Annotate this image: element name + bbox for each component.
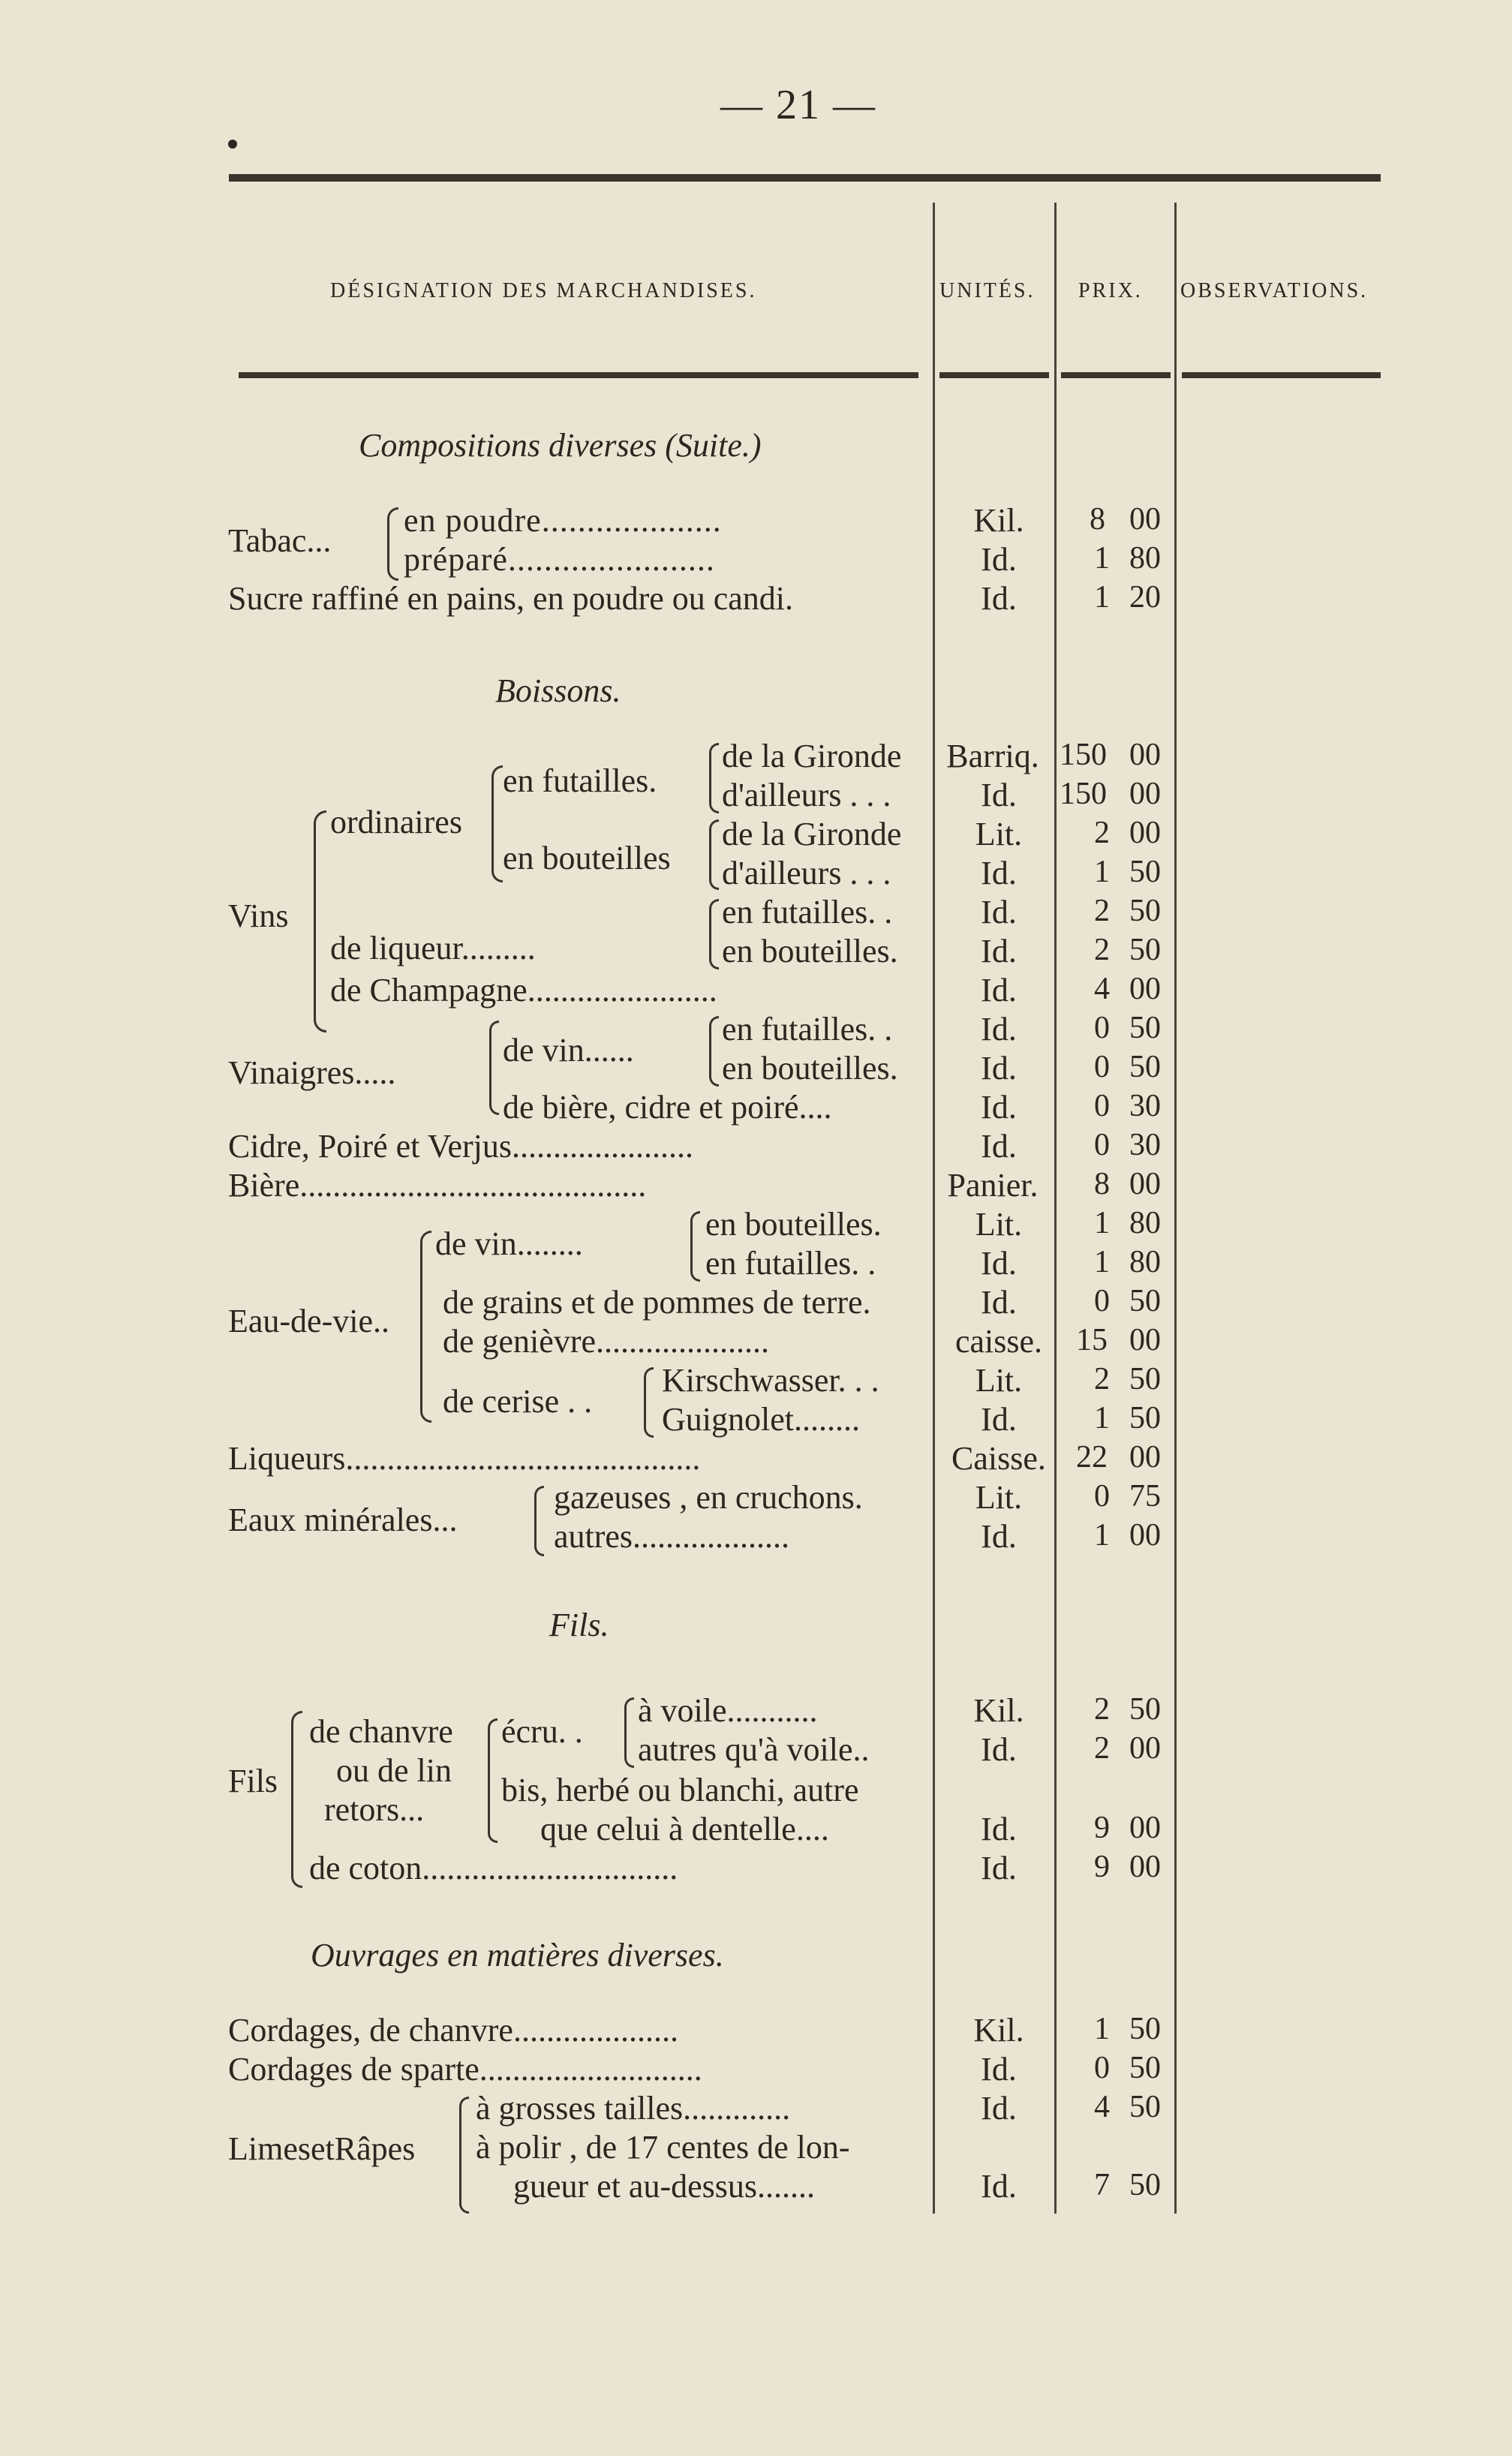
label-ecru: écru. .: [501, 1713, 583, 1750]
row-text: Liqueurs...........................................: [228, 1440, 701, 1477]
header-unites: UNITÉS.: [939, 279, 1036, 302]
row-franc: 7: [1094, 2168, 1110, 2202]
row-text: autres...................: [554, 1518, 790, 1555]
row-text: Kirschwasser. . .: [662, 1362, 879, 1399]
section-boissons: Boissons.: [495, 672, 621, 709]
row-cent: 50: [1129, 2012, 1161, 2046]
label-en-bouteilles-group: en bouteilles: [503, 840, 671, 876]
ink-dot: [228, 140, 237, 149]
brace-chanvre: [488, 1718, 497, 1843]
row-franc: 1: [1094, 1518, 1110, 1553]
row-text: préparé.......................: [404, 541, 715, 578]
row-franc: 0: [1094, 1128, 1110, 1162]
row-unit: caisse.: [954, 1323, 1043, 1360]
row-cent: 50: [1129, 2168, 1161, 2202]
label-eau-de-vie: Eau-de-vie..: [228, 1303, 389, 1339]
row-franc: 2: [1094, 1731, 1110, 1766]
row-unit: Kil.: [973, 2012, 1024, 2049]
row-unit: Id.: [981, 1811, 1017, 1847]
row-cent: 00: [1129, 816, 1161, 850]
brace-eaux-minerales: [534, 1486, 544, 1556]
row-unit: Id.: [981, 1518, 1017, 1555]
row-cent: 50: [1129, 2051, 1161, 2085]
row-text: gazeuses , en cruchons.: [554, 1479, 863, 1516]
label-vins: Vins: [228, 897, 289, 934]
row-unit: Id.: [981, 541, 1017, 578]
row-text: de genièvre.....................: [443, 1323, 769, 1360]
row-text: de coton...............................: [309, 1850, 678, 1886]
page-number: — 21 —: [720, 82, 876, 128]
row-franc: 0: [1094, 1011, 1110, 1045]
row-cent: 00: [1129, 1811, 1161, 1845]
row-text: bis, herbé ou blanchi, autre: [501, 1772, 859, 1808]
column-rule-3: [1174, 203, 1177, 2214]
label-eaux-minerales: Eaux minérales...: [228, 1502, 458, 1538]
row-franc: 1: [1094, 1401, 1110, 1435]
header-rule-unites: [939, 372, 1049, 378]
label-de-vin-vinaigre: de vin......: [503, 1032, 634, 1069]
row-unit: Id.: [981, 972, 1017, 1009]
brace-vinaigres: [489, 1021, 499, 1115]
row-cent: 00: [1129, 1850, 1161, 1884]
brace-fils: [291, 1711, 302, 1888]
brace-tabac: [387, 507, 398, 581]
label-ordinaires: ordinaires: [330, 804, 462, 840]
brace-ordinaires: [491, 765, 503, 882]
row-cent: 30: [1129, 1089, 1161, 1123]
row-text: de la Gironde: [722, 816, 902, 852]
top-rule: [229, 174, 1381, 182]
row-unit: Barriq.: [946, 738, 1039, 774]
row-franc: 1: [1094, 1245, 1110, 1279]
row-unit: Id.: [981, 2168, 1017, 2205]
row-unit: Id.: [981, 580, 1017, 617]
row-unit: Id.: [981, 1731, 1017, 1768]
brace-cerise: [644, 1367, 654, 1438]
label-en-futailles-group: en futailles.: [503, 762, 657, 799]
label-ou-de-lin: ou de lin: [336, 1752, 452, 1789]
row-unit: Id.: [981, 933, 1017, 969]
row-franc: 4: [1094, 972, 1110, 1006]
row-cent: 00: [1129, 738, 1161, 772]
row-text: de grains et de pommes de terre.: [443, 1284, 871, 1321]
row-unit: Id.: [981, 1245, 1017, 1282]
header-rule-observations: [1182, 372, 1381, 378]
row-franc: 0: [1094, 2051, 1110, 2085]
row-unit: Lit.: [975, 1479, 1023, 1516]
label-retors: retors...: [324, 1791, 425, 1828]
row-cent: 50: [1129, 1284, 1161, 1318]
label-fils: Fils: [228, 1763, 278, 1799]
row-unit: Id.: [981, 1850, 1017, 1886]
row-text: en poudre....................: [404, 502, 722, 539]
row-text: en futailles. .: [722, 894, 893, 930]
row-franc: 0: [1094, 1089, 1110, 1123]
row-text: Guignolet........: [662, 1401, 860, 1438]
row-text: en bouteilles.: [722, 1050, 898, 1087]
row-franc: 9: [1094, 1850, 1110, 1884]
brace-eau-de-vie: [420, 1231, 431, 1423]
row-text: de la Gironde: [722, 738, 902, 774]
row-cent: 00: [1129, 1440, 1161, 1475]
row-cent: 00: [1129, 972, 1161, 1006]
row-franc: 1: [1094, 541, 1110, 576]
row-cent: 50: [1129, 2090, 1161, 2124]
row-unit: Id.: [981, 1050, 1017, 1087]
label-de-vin-edv: de vin........: [435, 1225, 583, 1262]
label-de-chanvre: de chanvre: [309, 1713, 453, 1750]
row-franc: 2: [1094, 894, 1110, 928]
row-text: à polir , de 17 centes de lon-: [476, 2129, 850, 2166]
brace-bouteilles: [709, 819, 719, 890]
row-text: Sucre raffiné en pains, en poudre ou candi.: [228, 580, 794, 617]
header-rule-prix: [1061, 372, 1171, 378]
brace-ecru: [624, 1697, 634, 1768]
row-franc: 1: [1094, 580, 1110, 615]
label-limes: LimesetRâpes: [228, 2130, 416, 2167]
row-franc: 150: [1060, 777, 1107, 811]
row-cent: 00: [1129, 1323, 1161, 1357]
row-text: Bière..........................................: [228, 1167, 647, 1204]
row-unit: Id.: [981, 1089, 1017, 1126]
row-cent: 00: [1129, 1518, 1161, 1553]
row-unit: Id.: [981, 2090, 1017, 2127]
row-cent: 50: [1129, 1050, 1161, 1084]
label-de-cerise: de cerise . .: [443, 1383, 593, 1420]
label-vinaigres: Vinaigres.....: [228, 1054, 396, 1091]
row-franc: 0: [1094, 1050, 1110, 1084]
row-cent: 75: [1129, 1479, 1161, 1514]
row-unit: Id.: [981, 894, 1017, 930]
row-franc: 8: [1094, 1167, 1110, 1201]
brace-vins: [314, 810, 326, 1033]
row-franc: 1: [1094, 2012, 1110, 2046]
row-unit: Id.: [981, 777, 1017, 813]
header-rule-designation: [239, 372, 918, 378]
row-unit: Id.: [981, 1401, 1017, 1438]
row-cent: 50: [1129, 894, 1161, 928]
row-franc: 9: [1094, 1811, 1110, 1845]
row-unit: Panier.: [947, 1167, 1039, 1204]
label-tabac: Tabac...: [228, 522, 332, 559]
row-text: Cidre, Poiré et Verjus......................: [228, 1128, 694, 1165]
row-franc: 2: [1094, 1692, 1110, 1727]
row-text: d'ailleurs . . .: [722, 855, 891, 891]
row-franc: 1: [1094, 1206, 1110, 1240]
row-cent: 50: [1129, 1692, 1161, 1727]
row-franc: 0: [1094, 1479, 1110, 1514]
row-cent: 00: [1129, 502, 1161, 537]
row-unit: Lit.: [975, 1362, 1023, 1399]
row-text: en bouteilles.: [722, 933, 898, 969]
header-observations: OBSERVATIONS.: [1180, 279, 1369, 302]
row-text: que celui à dentelle....: [540, 1811, 829, 1847]
row-text: de bière, cidre et poiré....: [503, 1089, 832, 1126]
row-unit: Id.: [981, 1011, 1017, 1048]
section-ouvrages: Ouvrages en matières diverses.: [311, 1937, 724, 1974]
row-unit: Id.: [981, 1284, 1017, 1321]
row-cent: 50: [1129, 1401, 1161, 1435]
row-unit: Kil.: [973, 1692, 1024, 1729]
brace-limes: [459, 2097, 469, 2214]
row-cent: 50: [1129, 933, 1161, 967]
row-franc: 2: [1094, 933, 1110, 967]
brace-liqueur: [709, 899, 719, 969]
header-designation: DÉSIGNATION DES MARCHANDISES.: [330, 279, 757, 302]
row-cent: 20: [1129, 580, 1161, 615]
row-franc: 22: [1076, 1440, 1108, 1475]
row-franc: 1: [1094, 855, 1110, 889]
row-text: en bouteilles.: [705, 1206, 882, 1243]
row-franc: 2: [1094, 816, 1110, 850]
row-unit: Kil.: [973, 502, 1024, 539]
header-prix: PRIX.: [1078, 279, 1143, 302]
row-unit: Lit.: [975, 1206, 1023, 1243]
row-text: à voile...........: [638, 1692, 818, 1729]
row-franc: 4: [1094, 2090, 1110, 2124]
row-text: autres qu'à voile..: [638, 1731, 870, 1768]
label-de-liqueur: de liqueur.........: [330, 930, 536, 966]
row-unit: Id.: [981, 2051, 1017, 2088]
section-fils: Fils.: [549, 1607, 609, 1643]
row-franc: 2: [1094, 1362, 1110, 1396]
row-unit: Lit.: [975, 816, 1023, 852]
row-cent: 80: [1129, 541, 1161, 576]
row-text: Cordages de sparte...........................: [228, 2051, 702, 2088]
row-text: d'ailleurs . . .: [722, 777, 891, 813]
row-franc: 150: [1060, 738, 1107, 772]
row-cent: 00: [1129, 1167, 1161, 1201]
row-text: Cordages, de chanvre....................: [228, 2012, 678, 2049]
row-text: de Champagne.......................: [330, 972, 717, 1009]
row-cent: 80: [1129, 1245, 1161, 1279]
row-franc: 8: [1090, 502, 1105, 537]
row-cent: 50: [1129, 855, 1161, 889]
row-unit: Id.: [981, 1128, 1017, 1165]
row-unit: Caisse.: [951, 1440, 1046, 1477]
section-compositions: Compositions diverses (Suite.): [359, 427, 762, 464]
row-unit: Id.: [981, 855, 1017, 891]
row-text: à grosses tailles.............: [476, 2090, 791, 2127]
row-cent: 00: [1129, 1731, 1161, 1766]
row-cent: 50: [1129, 1362, 1161, 1396]
brace-edv-vin: [690, 1211, 700, 1282]
row-cent: 50: [1129, 1011, 1161, 1045]
row-text: en futailles. .: [705, 1245, 876, 1282]
row-cent: 80: [1129, 1206, 1161, 1240]
brace-vinaigres-vin: [709, 1016, 719, 1087]
row-cent: 30: [1129, 1128, 1161, 1162]
row-franc: 15: [1076, 1323, 1108, 1357]
row-cent: 00: [1129, 777, 1161, 811]
brace-futailles: [709, 743, 719, 813]
row-text: en futailles. .: [722, 1011, 893, 1048]
row-text: gueur et au-dessus.......: [513, 2168, 816, 2205]
row-franc: 0: [1094, 1284, 1110, 1318]
